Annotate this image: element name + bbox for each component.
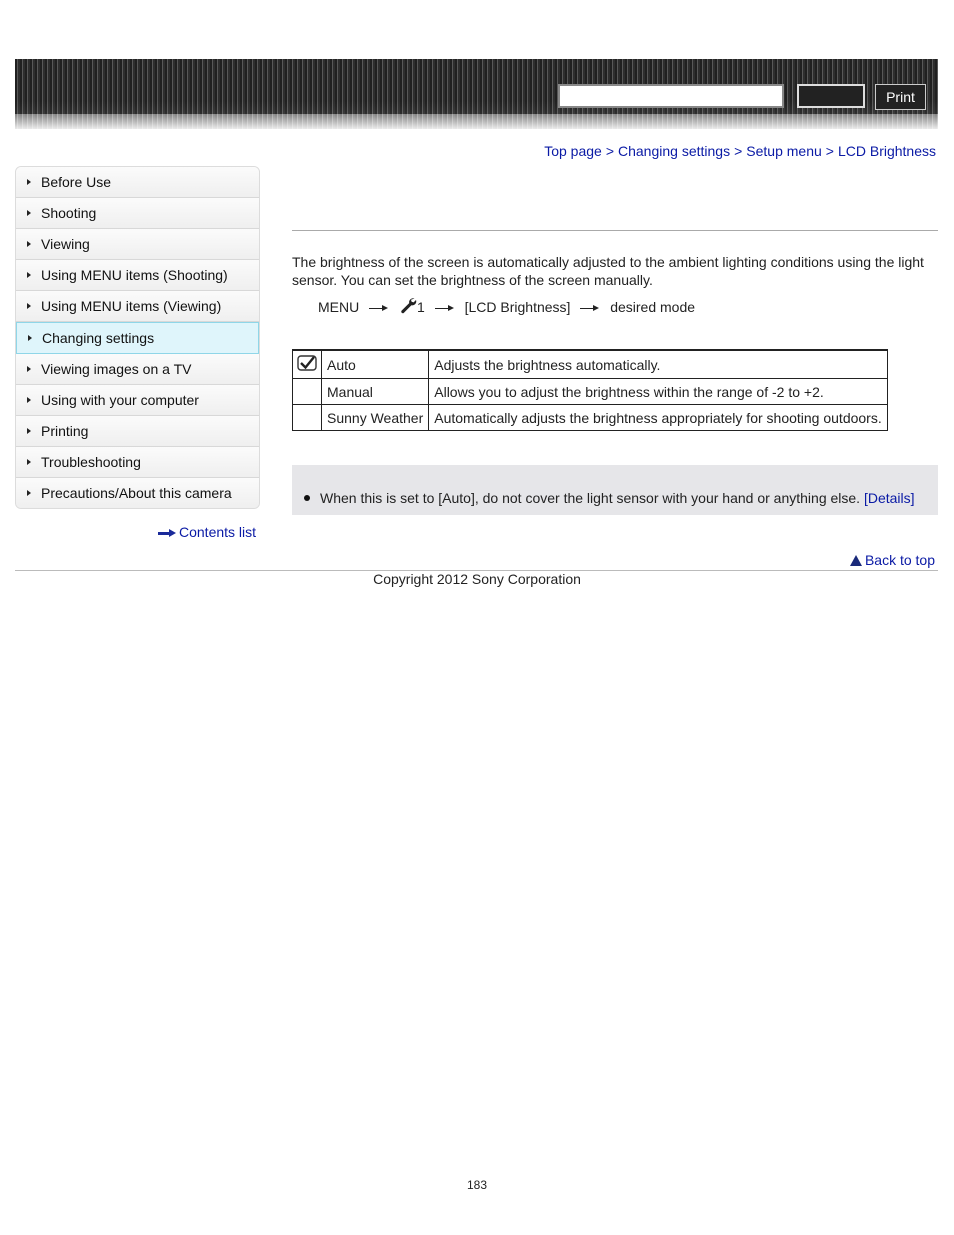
wrench-icon: [399, 296, 417, 314]
sidebar-item-viewing-tv[interactable]: [16, 354, 259, 385]
header-banner: [15, 59, 938, 129]
sidebar-nav: [15, 166, 260, 509]
chevron-right-icon: [28, 335, 32, 341]
sidebar-item-viewing[interactable]: [16, 229, 259, 260]
print-button[interactable]: Print: [875, 84, 926, 110]
chevron-right-icon: [27, 179, 31, 185]
procedure-target: desired mode: [610, 299, 696, 315]
procedure-item: [LCD Brightness]: [464, 299, 571, 315]
procedure-menu: MENU: [318, 299, 360, 315]
page-number: 183: [466, 1178, 488, 1192]
note-item: [304, 490, 915, 506]
breadcrumb-separator: >: [734, 143, 743, 159]
arrow-right-icon: [369, 303, 389, 313]
mode-description: Adjusts the brightness automatically.: [429, 350, 887, 379]
default-marker-cell: [293, 405, 322, 431]
chevron-right-icon: [27, 366, 31, 372]
chevron-right-icon: [27, 303, 31, 309]
sidebar-item-label: Shooting: [41, 205, 97, 221]
modes-table: [292, 349, 888, 431]
chevron-right-icon: [27, 210, 31, 216]
sidebar-item-label: Before Use: [41, 174, 112, 190]
details-link[interactable]: [Details]: [863, 490, 915, 506]
breadcrumb-lcd-brightness[interactable]: LCD Brightness: [837, 143, 936, 159]
back-to-top-label: Back to top: [864, 552, 935, 568]
sidebar-item-label: Changing settings: [42, 330, 155, 346]
contents-list-label: Contents list: [179, 524, 257, 540]
chevron-right-icon: [27, 241, 31, 247]
intro-text: The brightness of the screen is automatically adjusted to the ambient lighting conditions using the light sensor. You can set the brightness of the screen manually.: [292, 254, 924, 288]
table-row: [293, 350, 888, 379]
default-marker-cell: [293, 350, 322, 379]
copyright: Copyright 2012 Sony Corporation: [373, 571, 581, 587]
note-text: When this is set to [Auto], do not cover the light sensor with your hand or anything else.: [320, 490, 861, 506]
sidebar-item-label: Using with your computer: [41, 392, 199, 408]
table-row: [293, 379, 888, 405]
sidebar-item-troubleshooting[interactable]: [16, 447, 259, 478]
arrow-right-icon: [580, 303, 600, 313]
bullet-icon: [304, 495, 310, 501]
arrow-right-icon: [158, 529, 176, 537]
contents-list-link[interactable]: [158, 524, 256, 540]
mode-description: Allows you to adjust the brightness within the range of -2 to +2.: [429, 379, 887, 405]
chevron-right-icon: [27, 490, 31, 496]
table-row: [293, 405, 888, 431]
mode-name: Manual: [322, 379, 429, 405]
menu-procedure: [318, 296, 695, 315]
search-button[interactable]: [797, 84, 865, 108]
triangle-up-icon: [850, 555, 862, 566]
note-box: [292, 465, 938, 515]
sidebar-item-precautions[interactable]: [16, 478, 259, 508]
breadcrumb-top-page[interactable]: Top page: [544, 143, 602, 159]
chevron-right-icon: [27, 428, 31, 434]
sidebar-item-menu-viewing[interactable]: [16, 291, 259, 322]
mode-name: Sunny Weather: [322, 405, 429, 431]
mode-description: Automatically adjusts the brightness appropriately for shooting outdoors.: [429, 405, 887, 431]
mode-name: Auto: [322, 350, 429, 379]
sidebar-item-label: Using MENU items (Viewing): [41, 298, 222, 314]
procedure-setup-number: 1: [417, 299, 425, 315]
sidebar-item-label: Printing: [41, 423, 89, 439]
chevron-right-icon: [27, 459, 31, 465]
checkmark-icon: [297, 354, 317, 372]
breadcrumb: [544, 143, 936, 159]
sidebar-item-label: Viewing: [41, 236, 90, 252]
default-marker-cell: [293, 379, 322, 405]
sidebar-item-printing[interactable]: [16, 416, 259, 447]
sidebar-item-shooting[interactable]: [16, 198, 259, 229]
breadcrumb-separator: >: [605, 143, 614, 159]
sidebar-item-changing-settings[interactable]: [16, 322, 259, 354]
sidebar-item-menu-shooting[interactable]: [16, 260, 259, 291]
search-input[interactable]: [558, 84, 784, 108]
sidebar-item-before-use[interactable]: [16, 167, 259, 198]
breadcrumb-setup-menu[interactable]: Setup menu: [746, 143, 822, 159]
sidebar-item-label: Precautions/About this camera: [41, 485, 232, 501]
sidebar-item-label: Using MENU items (Shooting): [41, 267, 228, 283]
arrow-right-icon: [435, 303, 455, 313]
chevron-right-icon: [27, 272, 31, 278]
back-to-top-link[interactable]: [850, 552, 935, 568]
title-divider: [292, 230, 938, 231]
sidebar-item-computer[interactable]: [16, 385, 259, 416]
chevron-right-icon: [27, 397, 31, 403]
sidebar-item-label: Viewing images on a TV: [41, 361, 192, 377]
breadcrumb-changing-settings[interactable]: Changing settings: [618, 143, 731, 159]
sidebar-item-label: Troubleshooting: [41, 454, 141, 470]
breadcrumb-separator: >: [825, 143, 834, 159]
